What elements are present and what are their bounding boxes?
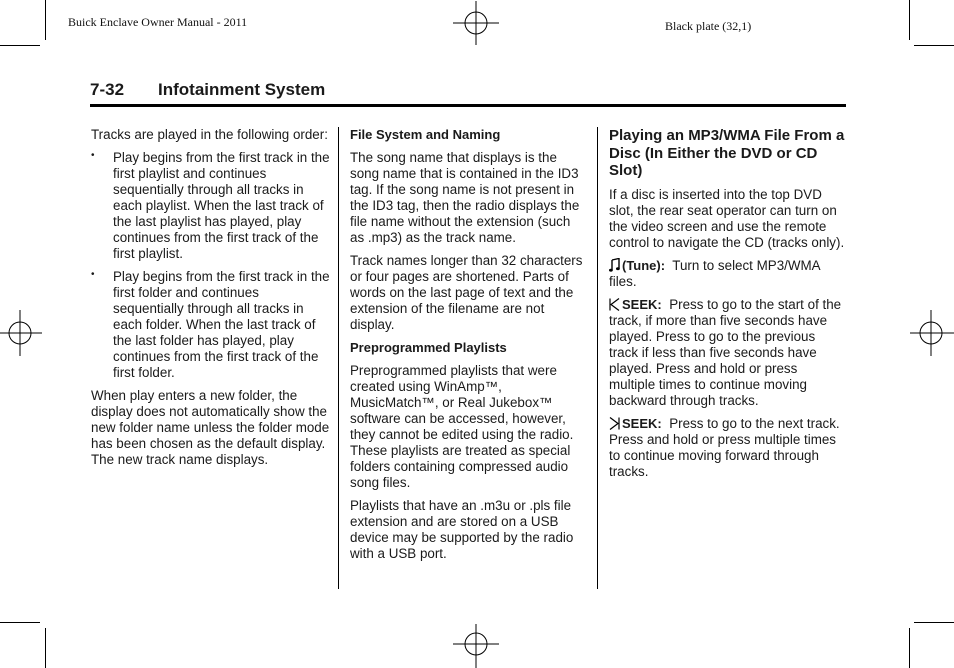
paragraph: The song name that displays is the song name that is contained in the ID3 tag. If the song name is not present in the ID3 tag, then the radio displays the file name without the extension (such as .mp3) as the track name. [350,150,580,245]
column-1 [91,127,331,475]
column-divider [338,127,339,589]
manual-title: Buick Enclave Owner Manual - 2011 [68,15,248,29]
seek-back-paragraph [609,297,846,409]
seek-back-text: Press to go to the start of the track, if more than five seconds have played. Press to go to the previous track if less than five seconds have played. Press and hold or press multiple times to continue moving backward through tracks. [609,296,842,408]
paragraph: Track names longer than 32 characters or four pages are shortened. Parts of words on the last page of text and the extension of the filename are not display. [350,253,583,332]
crop-mark [0,622,40,623]
bullet-icon: • [91,150,95,161]
page-title: Infotainment System [158,80,326,99]
page-number: 7-32 [90,80,125,99]
tune-label: (Tune): [622,257,666,273]
crop-mark [914,45,954,46]
crop-mark [45,628,46,668]
list-item [91,269,331,381]
bullet-icon: • [91,269,95,280]
closing-paragraph: When play enters a new folder, the display does not automatically show the new folder name unless the folder mode has been chosen as the default display. The new track name displays. [91,388,330,467]
paragraph: Playlists that have an .m3u or .pls file extension and are stored on a USB device may be supported by the radio with a USB port. [350,498,574,561]
plate-label: Black plate (32,1) [665,19,752,33]
page-heading [90,80,846,107]
crop-mark [909,0,910,40]
registration-mark [0,310,46,356]
subheading-file-system: File System and Naming [350,127,501,142]
registration-mark [453,1,499,47]
tune-paragraph [609,258,846,290]
bullet-text: Play begins from the first track in the first playlist and continues sequentially through all tracks in each playlist. When the last track of the last playlist has played, play continues from the first track of the first playlist. [113,150,330,261]
seek-forward-icon [609,417,620,430]
bullet-text: Play begins from the first track in the first folder and continues sequentially through all tracks in each folder. When the last track of the last folder has played, play continues from the first track of the first folder. [113,269,330,380]
paragraph: If a disc is inserted into the top DVD slot, the rear seat operator can turn on the video screen and use the remote control to navigate the CD (tracks only). [609,186,845,250]
crop-mark [0,45,40,46]
crop-mark [909,628,910,668]
crop-mark [45,0,46,40]
crop-mark [914,622,954,623]
list-item [91,150,331,262]
seek-forward-label: SEEK: [622,415,662,431]
registration-mark [908,310,954,356]
intro-paragraph: Tracks are played in the following order: [91,127,328,142]
seek-forward-text: Press to go to the next track. Press and hold or press multiple times to continue moving forward through tracks. [609,415,840,479]
column-divider [597,127,598,589]
registration-mark [453,622,499,668]
music-note-icon [609,258,620,272]
seek-back-label: SEEK: [622,296,662,312]
bullet-list [91,150,331,381]
section-title: Playing an MP3/WMA File From a Disc (In Either the DVD or CD Slot) [609,127,845,179]
column-2 [350,127,588,569]
tune-text: Turn to select MP3/WMA files. [609,257,820,289]
column-3 [609,127,846,487]
paragraph: Preprogrammed playlists that were created using WinAmp™, MusicMatch™, or Real Jukebox™ software can be accessed, however, they cannot be edited using the radio. These playlists are treated as special folders containing compressed audio song files. [350,363,574,490]
seek-forward-paragraph [609,416,846,480]
seek-back-icon [609,298,620,311]
subheading-playlists: Preprogrammed Playlists [350,340,507,355]
